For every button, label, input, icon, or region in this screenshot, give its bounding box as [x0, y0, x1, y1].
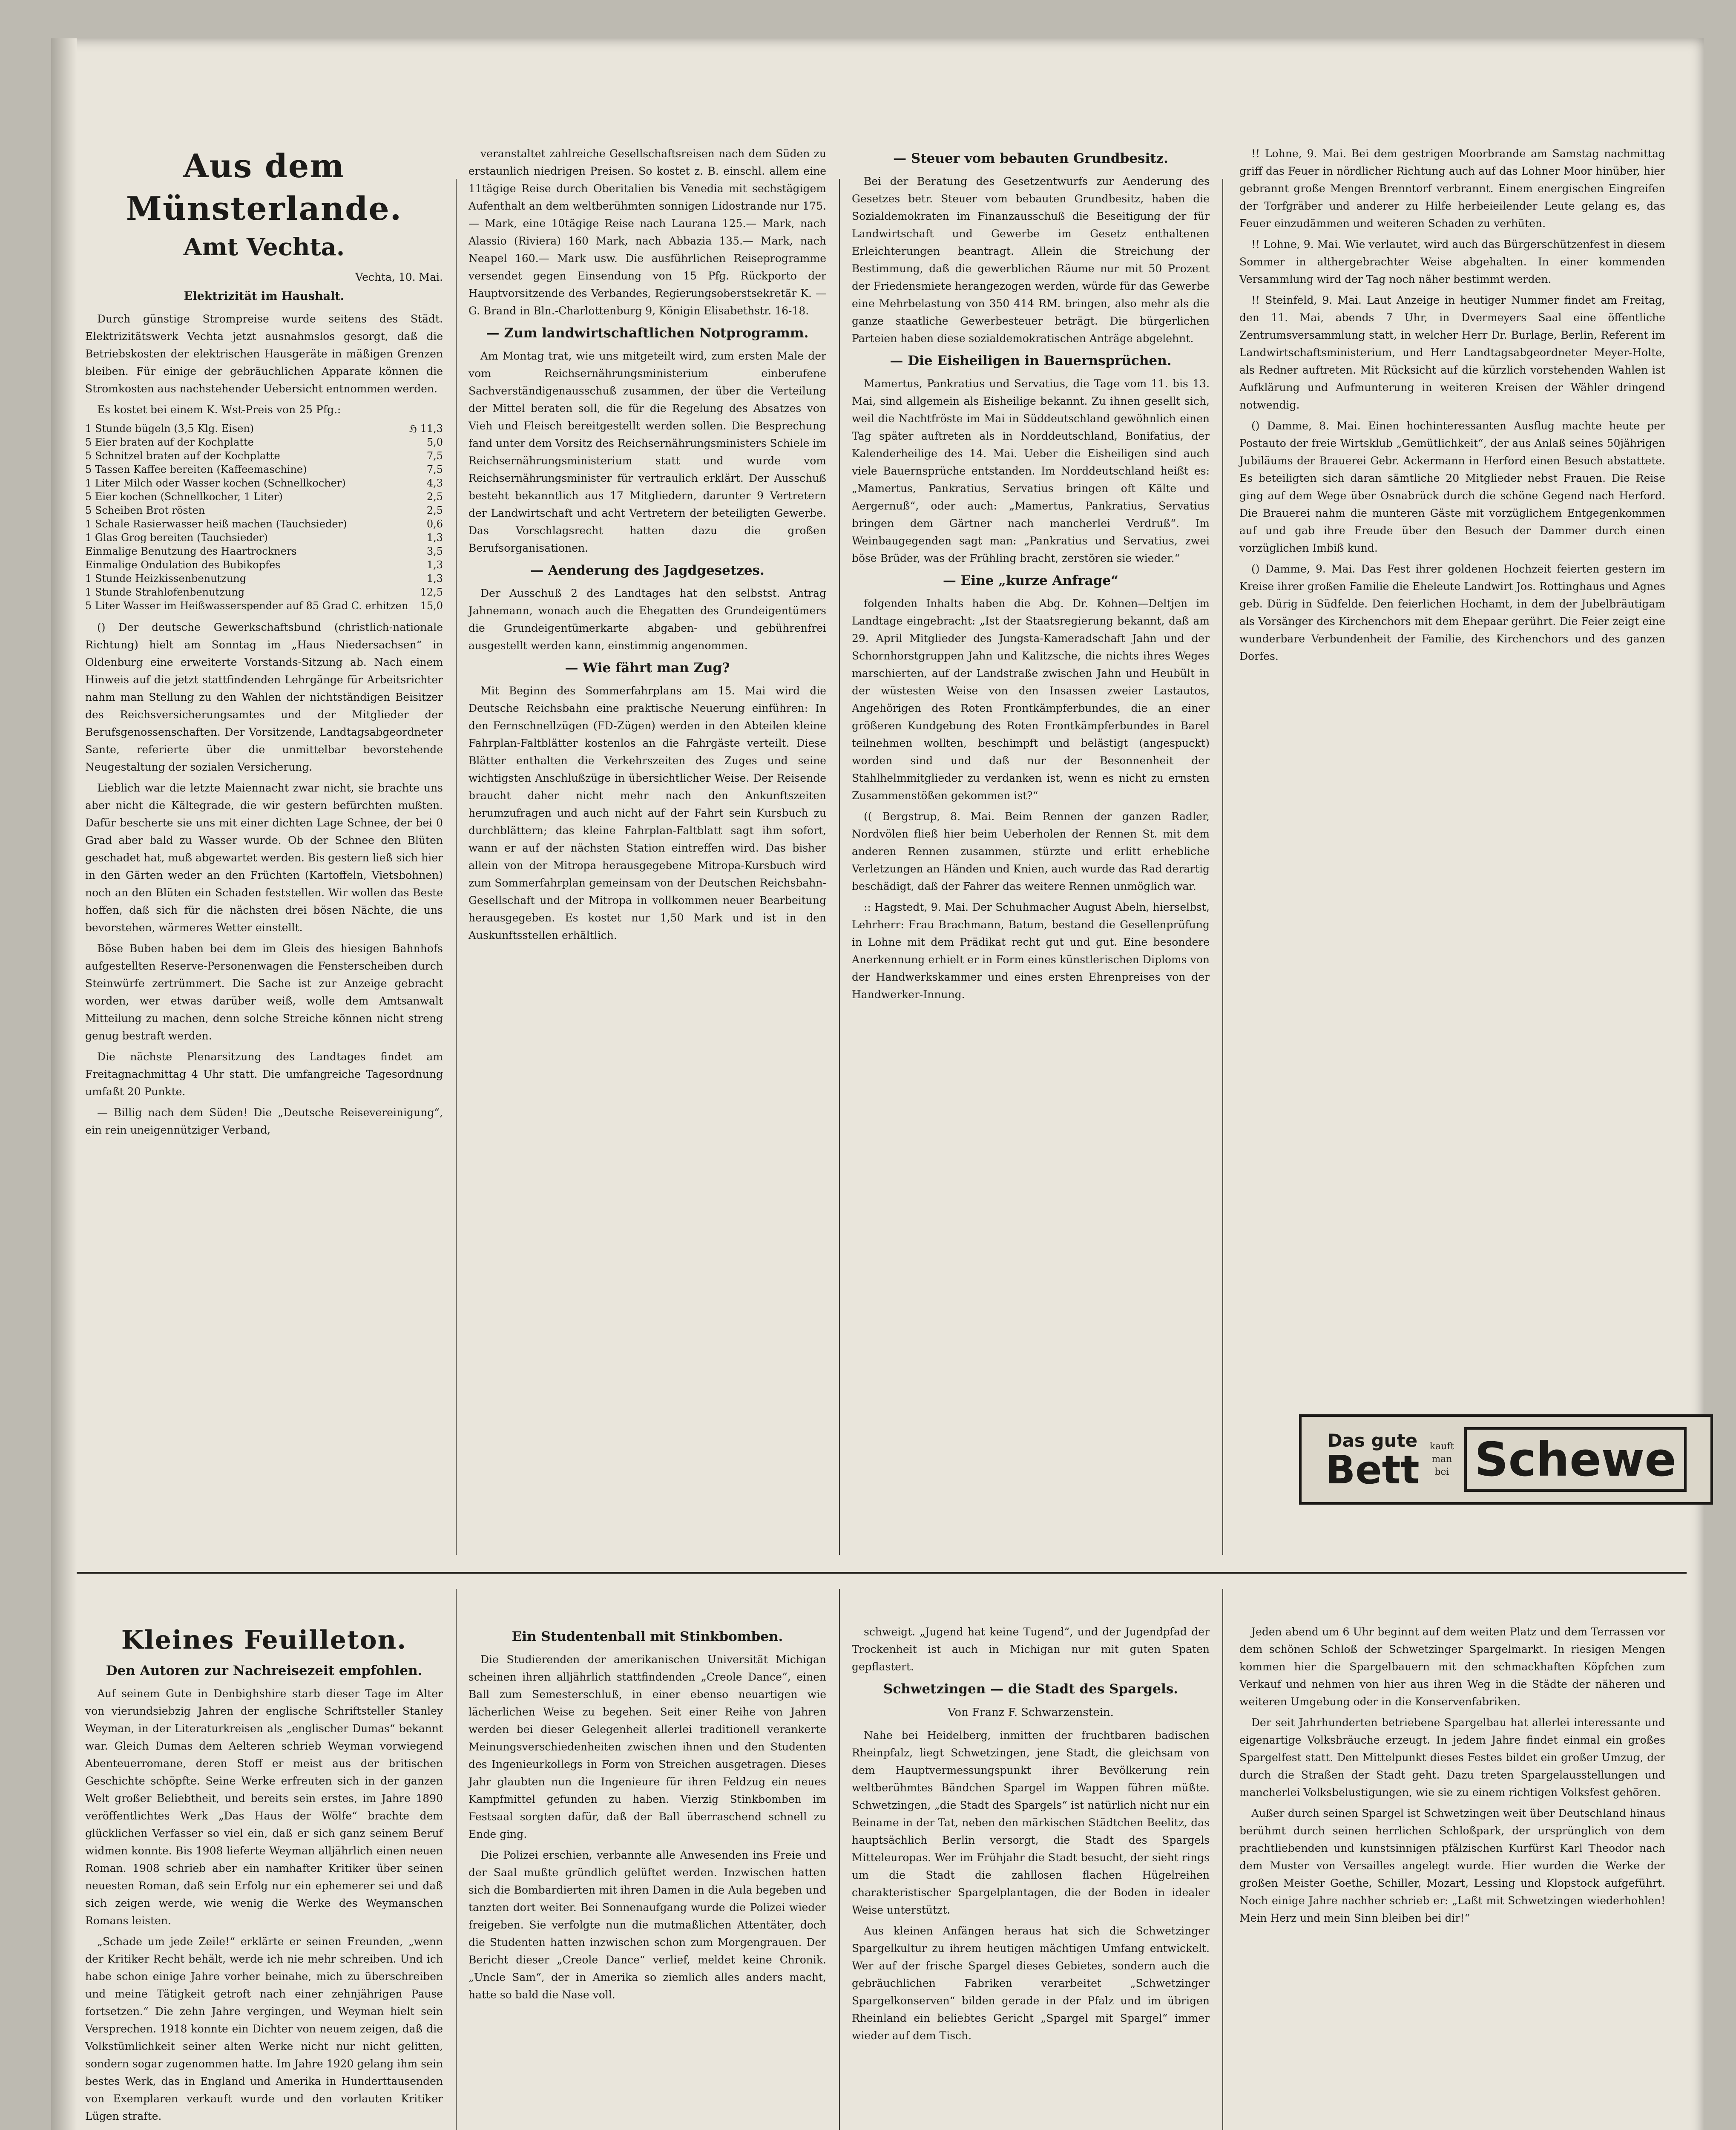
price-value: 5,0 [426, 436, 443, 448]
price-value: 2,5 [426, 504, 443, 516]
price-item: 1 Glas Grog bereiten (Tauchsieder) [85, 532, 268, 544]
price-row [85, 463, 443, 476]
price-item: 1 Liter Milch oder Wasser kochen (Schnellkocher) [85, 477, 346, 489]
article-paragraph: () Der deutsche Gewerkschaftsbund (christlich-nationale Richtung) hielt am Sonntag im „Haus Niedersachsen“ in Oldenburg eine erweiterte Vorstands-Sitzung ab. Nach einem Hinweis auf die jetzt stattfindenden Lehrgänge für Arbeitsrichter nahm man Stellung zu den Wahlen der nichtständigen Beisitzer des Reichsversicherungsamtes und der Mitglieder der Berufsgenossenschaften. Der Vorsitzende, Landtagsabgeordneter Sante, referierte über die unmittelbar bevorstehende Neugestaltung der sozialen Versicherung. [85, 621, 443, 773]
article-paragraph: Böse Buben haben bei dem im Gleis des hiesigen Bahnhofs aufgestellten Reserve-Personenwagen die Fensterscheiben durch Steinwürfe zertrümmert. Die Sache ist zur Anzeige gebracht worden, wer etwas darüber weiß, wolle dem Amtsanwalt Mitteilung zu machen, denn solche Streiche können nicht streng genug bestraft werden. [85, 942, 443, 1042]
price-item: 1 Stunde Strahlofenbenutzung [85, 586, 245, 598]
article-paragraph: Durch günstige Strompreise wurde seitens des Städt. Elektrizitätswerk Vechta jetzt ausnahmslos gesorgt, daß die Betriebskosten der elektrischen Hausgeräte in mäßigen Grenzen bleiben. Für einige der gebräuchlichen Apparate können die Stromkosten aus nachstehender Uebersicht entnommen werden. [85, 313, 443, 395]
ad-brand: Schewe [1464, 1427, 1687, 1492]
column-2 [468, 145, 826, 947]
price-value: 1,3 [426, 532, 443, 544]
feuilleton-column-3 [852, 1623, 1210, 2048]
column-rule [839, 1589, 840, 2130]
article-paragraph: :: Hagstedt, 9. Mai. Der Schuhmacher August Abeln, hierselbst, Lehrherr: Frau Brachmann, Batum, bestand die Gesellenprüfung in Lohne mit dem Prädikat recht gut und gut. Eine besondere Anerkennung erhielt er in Form eines künstlerischen Diploms von der Handwerkskammer und eines ersten Ehrenpreises von der Handwerker-Innung. [852, 901, 1210, 1001]
ad-small-text: Das gute [1327, 1430, 1418, 1451]
feuilleton-column-2 [468, 1623, 826, 2007]
price-value: 7,5 [426, 463, 443, 475]
article-paragraph: schweigt. „Jugend hat keine Tugend“, und der Jugendpfad der Trockenheit ist auch in Michigan nur mit guten Spaten gepflastert. [852, 1626, 1210, 1673]
article-paragraph: () Damme, 8. Mai. Einen hochinteressanten Ausflug machte heute per Postauto der freie Wirtsklub „Gemütlichkeit“, der aus Anlaß seines 50jährigen Jubiläums der Brauerei Gebr. Ackermann in Herford einen Besuch abstattete. Es beteiligten sich daran sämtliche 20 Mitglieder nebst Frauen. Die Reise ging auf dem Wege über Osnabrück durch die schöne Gegend nach Herford. Die Brauerei nahm die munteren Gäste mit vorzüglichem Entgegenkommen auf und gab ihre Freude über den Besuch der Dammer durch einen vorzüglichen Imbiß kund. [1239, 420, 1665, 554]
article-paragraph: Der Ausschuß 2 des Landtages hat den selbstst. Antrag Jahnemann, wonach auch die Ehegatten des Grundeigentümers die Grundeigentümerkarte abgaben- und gebührenfrei ausgestellt werden kann, einstimmig angenommen. [468, 587, 826, 652]
price-item: 5 Tassen Kaffee bereiten (Kaffeemaschine) [85, 463, 307, 475]
price-value: 0,6 [426, 518, 443, 530]
price-item: 1 Stunde bügeln (3,5 Klg. Eisen) [85, 423, 254, 435]
price-row [85, 435, 443, 449]
article-paragraph: !! Lohne, 9. Mai. Bei dem gestrigen Moorbrande am Samstag nachmittag griff das Feuer in nördlicher Richtung auch auf das Lohner Moor hinüber, hier gebrannt große Mengen Brenntorf verbrannt. Einem energischen Eingreifen der Torfgräber und anderer zu Hilfe herbeieilender Leute gelang es, das Feuer einzudämmen und weiteren Schaden zu verhüten. [1239, 147, 1665, 230]
price-item: 5 Eier kochen (Schnellkocher, 1 Liter) [85, 491, 283, 503]
price-item: Einmalige Ondulation des Bubikopfes [85, 559, 281, 571]
article-paragraph: „Schade um jede Zeile!“ erklärte er seinen Freunden, „wenn der Kritiker Recht behält, werde ich nie mehr schreiben. Und ich habe schon einige Jahre vorher beinahe, mich zu überschreiben und meine Tätigkeit getroft nach einer zehnjährigen Pause fortsetzen.“ Die zehn Jahre vergingen, und Weyman hielt sein Versprechen. 1918 konnte ein Dichter von neuem zeigen, daß die Volkstümlichkeit seiner alten Werke nicht nur nicht gelitten, sondern sogar zugenommen hatte. Im Jahre 1920 gelang ihm sein bestes Werk, das in England und Amerika in Hunderttausenden von Exemplaren verkauft wurde und den vorlauten Kritiker Lügen strafte. [85, 1935, 443, 2122]
price-row [85, 544, 443, 558]
article-paragraph: veranstaltet zahlreiche Gesellschaftsreisen nach dem Süden zu erstaunlich niedrigen Preisen. So kostet z. B. einschl. allem eine 11tägige Reise durch Oberitalien bis Venedia mit sechstägigem Aufenthalt an dem weltberühmten sonnigen Lidostrande nur 175.— Mark, eine 10tägige Reise nach Laurana 125.— Mark, nach Alassio (Riviera) 160 Mark, nach Abbazia 135.— Mark, nach Neapel 160.— Mark usw. Die ausführlichen Reiseprogramme versendet gegen Einsendung von 15 Pfg. Rückporto der Hauptvorsitzende des Verbandes, Regierungsoberstsekretär K. — G. Brand in Bln.-Charlottenburg 9, Königin Elisabethstr. 16-18. [468, 147, 826, 317]
feuilleton-rule [77, 1572, 1687, 1574]
article-paragraph: Aus kleinen Anfängen heraus hat sich die Schwetzinger Spargelkultur zu ihrem heutigen mächtigen Umfang entwickelt. Wer auf der frische Spargel dieses Gebietes, sondern auch die gebräuchlichen Fabriken verarbeitet „Schwetzinger Spargelkonserven“ bilden gerade in der Pfalz und im übrigen Rheinland ein beliebtes Gericht „Spargel mit Spargel“ immer wieder auf dem Tisch. [852, 1925, 1210, 2042]
ad-big-text: Bett [1325, 1447, 1420, 1493]
price-item: 5 Scheiben Brot rösten [85, 504, 205, 516]
column-rule [839, 179, 840, 1555]
price-item: Einmalige Benutzung des Haartrockners [85, 545, 297, 557]
price-value: 1,3 [426, 559, 443, 571]
advertisement-box [1299, 1414, 1713, 1505]
price-value: ℌ 11,3 [409, 423, 443, 435]
article-paragraph: folgenden Inhalts haben die Abg. Dr. Kohnen—Deltjen im Landtage eingebracht: „Ist der Staatsregierung bekannt, daß am 29. April Mitglieder des Jungsta-Kameradschaft Jahn und der Schornhorstgruppen Jahn und Kalitzsche, die nichts ihres Weges marschierten, auf der Landstraße zwischen Jahn und Heubült in der wüstesten Weise von den Insassen zweier Lastautos, Angehörigen des Roten Frontkämpferbundes, die an einer größeren Kundgebung des Roten Frontkämpferbundes in Barel teilnehmen wollten, beschimpft und belästigt (angespuckt) worden sind und daß nur der Besonnenheit der Stahlhelmmitglieder zu verdanken ist, wenn es nicht zu ernsten Zusammenstößen gekommen ist?“ [852, 597, 1210, 802]
article-paragraph: Die Polizei erschien, verbannte alle Anwesenden ins Freie und der Saal mußte gründlich gelüftet werden. Inzwischen hatten sich die Bombardierten mit ihren Damen in die Aula begeben und tanzten dort weiter. Bei Sonnenaufgang wurde die Polizei wieder freigeben. Sie verfolgte nun die mutmaßlichen Attentäter, doch die Studenten hatten inzwischen schon zum Morgengrauen. Der Bericht dieser „Creole Dance“ verlief, meldet keine Chronik. „Uncle Sam“, der in Amerika so ziemlich alles anders macht, hatte so bald die Nase voll. [468, 1849, 826, 2001]
article-paragraph: Am Montag trat, wie uns mitgeteilt wird, zum ersten Male der vom Reichsernährungsministerium einberufene Sachverständigenausschuß zusammen, der über die Verteilung der Mittel beraten soll, die für die Regelung des Absatzes von Vieh und Fleisch bereitgestellt werden sollen. Die Besprechung fand unter dem Vorsitz des Reichsernährungsministers Schiele im Reichsernährungsministerium statt und wurde vom Reichsernährungsminister für vertraulich erklärt. Der Ausschuß besteht bekanntlich aus 17 Mitgliedern, darunter 9 Vertretern der Landwirtschaft und acht Vertretern der beteiligten Gewerbe. Das Vorschlagsrecht hatten dazu die großen Berufsorganisationen. [468, 350, 826, 554]
price-row [85, 517, 443, 531]
article-heading: — Die Eisheiligen in Bauernsprüchen. [890, 353, 1172, 368]
price-value: 4,3 [426, 477, 443, 489]
article-heading: — Zum landwirtschaftlichen Notprogramm. [486, 325, 809, 341]
article-heading: — Wie fährt man Zug? [565, 660, 730, 676]
price-row [85, 531, 443, 544]
price-value: 12,5 [420, 586, 443, 598]
article-paragraph: Der seit Jahrhunderten betriebene Spargelbau hat allerlei interessante und eigenartige Volksbräuche erzeugt. In jedem Jahre findet einmal ein großes Spargelfest statt. Den Mittelpunkt dieses Festes bildet ein großer Umzug, der durch die Straßen der Stadt geht. Dazu treten Spargelausstellungen und mancherlei Volksbelustigungen, wie sie zu einem richtigen Volksfest gehören. [1239, 1716, 1665, 1799]
article-paragraph: Mit Beginn des Sommerfahrplans am 15. Mai wird die Deutsche Reichsbahn eine praktische Neuerung einführen: In den Fernschnellzügen (FD-Zügen) werden in den Abteilen kleine Fahrplan-Faltblätter kostenlos an die Fahrgäste verteilt. Diese Blätter enthalten die Verkehrszeiten des Zuges und seine wichtigsten Anschlußzüge in übersichtlicher Weise. Der Reisende braucht daher nicht mehr nach den Ankunftszeiten herumzufragen und auch nicht auf der Fahrt sein Kursbuch zu durchblättern; das kleine Fahrplan-Faltblatt sagt ihm sofort, wann er auf der nächsten Station eintreffen wird. Das bisher allein von der Mitropa herausgegebene Mitropa-Kursbuch wird zum Sommerfahrplan gemeinsam von der Deutschen Reichsbahn-Gesellschaft und der Mitropa in vollkommen neuer Bearbeitung herausgegeben. Es kostet nur 1,50 Mark und ist in den Auskunftsstellen erhältlich. [468, 685, 826, 941]
price-item: 5 Schnitzel braten auf der Kochplatte [85, 450, 280, 462]
article-paragraph: Nahe bei Heidelberg, inmitten der fruchtbaren badischen Rheinpfalz, liegt Schwetzingen, jene Stadt, die gleichsam von dem Hauptvermessungspunkt ihrer Bevölkerung rein weltberühmtes Bändchen Spargel im Wappen führen müßte. Schwetzingen, „die Stadt des Spargels“ ist natürlich nicht nur ein Beiname in der Tat, neben den märkischen Städtchen Beelitz, das hauptsächlich Berlin versorgt, die Stadt des Spargels Mitteleuropas. Wer im Frühjahr die Stadt besucht, der sieht rings um die Stadt die zahllosen flachen Hügelreihen charakteristischer Spargelplantagen, die der Boden in idealer Weise unterstützt. [852, 1729, 1210, 1916]
column-rule [1222, 179, 1223, 1555]
dateline: Vechta, 10. Mai. [355, 271, 443, 283]
price-value: 3,5 [426, 545, 443, 557]
price-row [85, 476, 443, 490]
feuilleton-title: Kleines Feuilleton. [121, 1625, 407, 1655]
price-value: 15,0 [420, 600, 443, 612]
article-heading: Ein Studentenball mit Stinkbomben. [512, 1629, 783, 1644]
article-paragraph: (( Bergstrup, 8. Mai. Beim Rennen der ganzen Radler, Nordvölen fließ hier beim Ueberholen der Rennen St. mit dem anderen Rennen zusammen, stürzte und erlitt erhebliche Verletzungen an Händen und Knien, auch wurde das Rad derartig beschädigt, daß der Fahrer das weitere Rennen unmöglich war. [852, 810, 1210, 892]
price-row [85, 504, 443, 517]
article-heading: — Aenderung des Jagdgesetzes. [530, 563, 765, 578]
price-item: 1 Schale Rasierwasser heiß machen (Tauchsieder) [85, 518, 347, 530]
article-heading: Schwetzingen — die Stadt des Spargels. [883, 1681, 1178, 1697]
article-paragraph: () Damme, 9. Mai. Das Fest ihrer goldenen Hochzeit feierten gestern im Kreise ihrer großen Familie die Eheleute Landwirt Jos. Rottinghaus und Agnes geb. Dürig in Südfelde. Den feierlichen Hochamt, in dem der Jubelbräutigam als Vorsänger des Kirchenchors mit dem Ehepaar gerührt. Die Feier zeigt eine wunderbare Verbundenheit der Familie, des Kirchenchors und des ganzen Dorfes. [1239, 563, 1665, 662]
article-paragraph: Die Studierenden der amerikanischen Universität Michigan scheinen ihren alljährlich stattfindenden „Creole Dance“, einen Ball zum Semesterschluß, in einer ebenso neuartigen wie lächerlichen Weise zu begehen. Seit einer Reihe von Jahren werden bei dieser Gelegenheit allerlei traditionell verankerte Meinungsverschiedenheiten zwischen ihnen und den Studenten des Ingenieurkollegs in Form von Streichen ausgetragen. Dieses Jahr glaubten nun die Ingenieure für ihren Feldzug ein neues Kampfmittel gefunden zu haben. Vierzig Stinkbomben im Festsaal sorgten dafür, daß der Ball überraschend schnell zu Ende ging. [468, 1653, 826, 1840]
price-row [85, 422, 443, 435]
article-paragraph: Jeden abend um 6 Uhr beginnt auf dem weiten Platz und dem Terrassen vor dem schönen Schloß der Schwetzinger Spargelmarkt. In riesigen Mengen kommen hier die Spargelbauern mit den schmackhaften Köpfchen zum Verkauf und nehmen von hier aus ihren Weg in die Städte der näheren und weiteren Umgebung oder in die Konservenfabriken. [1239, 1626, 1665, 1708]
article-heading: — Steuer vom bebauten Grundbesitz. [893, 151, 1168, 166]
article-paragraph: Außer durch seinen Spargel ist Schwetzingen weit über Deutschland hinaus berühmt durch seinen herrlichen Schloßpark, der ursprünglich von dem prachtliebenden und kunstsinnigen pfälzischen Kurfürst Karl Theodor nach dem Muster von Versailles angelegt wurde. Hier wurden die Werke der großen Meister Goethe, Schiller, Mozart, Lessing und Klopstock aufgeführt. Noch einige Jahre nachher schrieb er: „Laßt mit Schwetzingen wiederhohlen! Mein Herz und mein Sinn bleiben bei dir!“ [1239, 1807, 1665, 1924]
section-title: Aus dem Münsterlande. [126, 147, 402, 227]
article-byline: Von Franz F. Schwarzenstein. [948, 1706, 1114, 1719]
feuilleton-column-4 [1239, 1623, 1665, 1930]
ad-left [1325, 1430, 1420, 1493]
article-paragraph: — Billig nach dem Süden! Die „Deutsche Reisevereinigung“, ein rein uneigennütziger Verband, [85, 1106, 443, 1136]
price-item: 5 Liter Wasser im Heißwasserspender auf 85 Grad C. erhitzen [85, 600, 408, 612]
price-row [85, 558, 443, 572]
ad-word: bei [1434, 1467, 1449, 1477]
article-heading: — Eine „kurze Anfrage“ [943, 573, 1119, 588]
article-paragraph: !! Steinfeld, 9. Mai. Laut Anzeige in heutiger Nummer findet am Freitag, den 11. Mai, abends 7 Uhr, in Dvermeyers Saal eine öffentliche Zentrumsversammlung statt, in welcher Herr Dr. Burlage, Berlin, Referent im Landwirtschaftsministerium, und Herr Landtagsabgeordneter Meyer-Holte, als Redner auftreten. Mit Rücksicht auf die kürzlich vorstehenden Wahlen ist Aufklärung und Aufmunterung in weiteren Kreisen der Wähler dringend notwendig. [1239, 294, 1665, 411]
price-value: 7,5 [426, 450, 443, 462]
price-row [85, 572, 443, 585]
price-value: 1,3 [426, 573, 443, 584]
column-3 [852, 145, 1210, 1007]
column-rule [456, 1589, 457, 2130]
article-heading: Elektrizität im Haushalt. [184, 290, 345, 303]
article-heading: Den Autoren zur Nachreisezeit empfohlen. [106, 1663, 423, 1678]
table-intro: Es kostet bei einem K. Wst-Preis von 25 Pfg.: [97, 403, 341, 416]
price-row [85, 490, 443, 504]
section-subtitle: Amt Vechta. [183, 233, 345, 261]
article-paragraph: Mamertus, Pankratius und Servatius, die Tage vom 11. bis 13. Mai, sind allgemein als Eisheilige bekannt. Zu ihnen gesellt sich, weil die Nachtfröste im Mai in Süddeutschland gewöhnlich einen Tag später auftreten als in Norddeutschland, Bonifatius, der Kalenderheilige des 14. Mai. Ueber die Eisheiligen sind auch viele Bauernsprüche entstanden. Im Norddeutschland heißt es: „Mamertus, Pankratius, Servatius bringen oft Kälte und Aergernuß“, oder auch: „Mamertus, Pankratius, Servatius bringen dem Gärtner nach mancherlei Verdruß“. Im Weinbaugegenden sagt man: „Pankratius und Servatius, zwei böse Brüder, was der Frühling bracht, zerstören sie wieder.“ [852, 377, 1210, 564]
price-row [85, 585, 443, 599]
column-rule [456, 179, 457, 1555]
article-paragraph: Bei der Beratung des Gesetzentwurfs zur Aenderung des Gesetzes betr. Steuer vom bebauten Grundbesitz, haben die Sozialdemokraten im Finanzausschuß die Beseitigung der für Landwirtschaft und Gewerbe im Gesetz enthaltenen Erleichterungen beantragt. Allein die Streichung der Bestimmung, daß die gewerblichen Räume nur mit 50 Prozent der Friedensmiete herangezogen werden, würde für das Gewerbe eine Mehrbelastung von 350 414 RM. bringen, also mehr als die ganze staatliche Gewerbesteuer beträgt. Die bürgerlichen Parteien haben diese sozialdemokratischen Anträge abgelehnt. [852, 175, 1210, 345]
article-paragraph: Auf seinem Gute in Denbighshire starb dieser Tage im Alter von vierundsiebzig Jahren der englische Schriftsteller Stanley Weyman, in der Literaturkreisen als „englischer Dumas“ bekannt war. Gleich Dumas dem Aelteren schrieb Weyman vorwiegend Abenteuerromane, deren Stoff er meist aus der britischen Geschichte schöpfte. Seine Werke erfreuten sich in der ganzen Welt großer Beliebtheit, und bereits sein erstes, im Jahre 1890 veröffentlichtes Werk „Das Haus der Wölfe“ brachte dem glücklichen Verfasser so viel ein, daß er sich ganz seinem Beruf widmen konnte. Bis 1908 lieferte Weyman alljährlich einen neuen Roman. 1908 schrieb aber ein namhafter Kritiker über seinen neuesten Roman, daß sein Erfolg nur ein ephemerer sei und daß sich zeigen werde, wie wenig die Werke des Weymanschen Romans leisten. [85, 1687, 443, 1927]
column-muensterland [85, 145, 443, 1142]
price-item: 1 Stunde Heizkissenbenutzung [85, 573, 247, 584]
column-rule [1222, 1589, 1223, 2130]
ad-word: kauft [1429, 1441, 1454, 1452]
article-paragraph: Lieblich war die letzte Maiennacht zwar nicht, sie brachte uns aber nicht die Kältegrade, die wir gestern befürchten mußten. Dafür bescherte sie uns mit einer dichten Lage Schnee, der bei 0 Grad aber bald zu Wasser wurde. Ob der Schnee den Blüten geschadet hat, muß abgewartet werden. Bis gestern ließ sich hier in den Gärten weder an den Früchten (Kartoffeln, Vietsbohnen) noch an den Blüten ein Schaden feststellen. Wir wollen das Beste hoffen, daß sich für die nächsten drei bösen Nächte, die uns bevorstehen, wärmeres Wetter einstellt. [85, 782, 443, 934]
feuilleton-column-1 [85, 1623, 443, 2128]
column-4 [1239, 145, 1665, 668]
price-item: 5 Eier braten auf der Kochplatte [85, 436, 254, 448]
price-row [85, 599, 443, 613]
price-row [85, 449, 443, 463]
ad-middle [1430, 1440, 1454, 1479]
price-table [85, 422, 443, 613]
price-value: 2,5 [426, 491, 443, 503]
newspaper-page [51, 38, 1704, 2130]
article-paragraph: Die nächste Plenarsitzung des Landtages findet am Freitagnachmittag 4 Uhr statt. Die umfangreiche Tagesordnung umfaßt 20 Punkte. [85, 1051, 443, 1098]
article-paragraph: !! Lohne, 9. Mai. Wie verlautet, wird auch das Bürgerschützenfest in diesem Sommer in althergebrachter Weise abgehalten. In einer kommenden Versammlung wird der Tag noch näher bestimmt werden. [1239, 238, 1665, 285]
ad-word: man [1431, 1454, 1452, 1465]
